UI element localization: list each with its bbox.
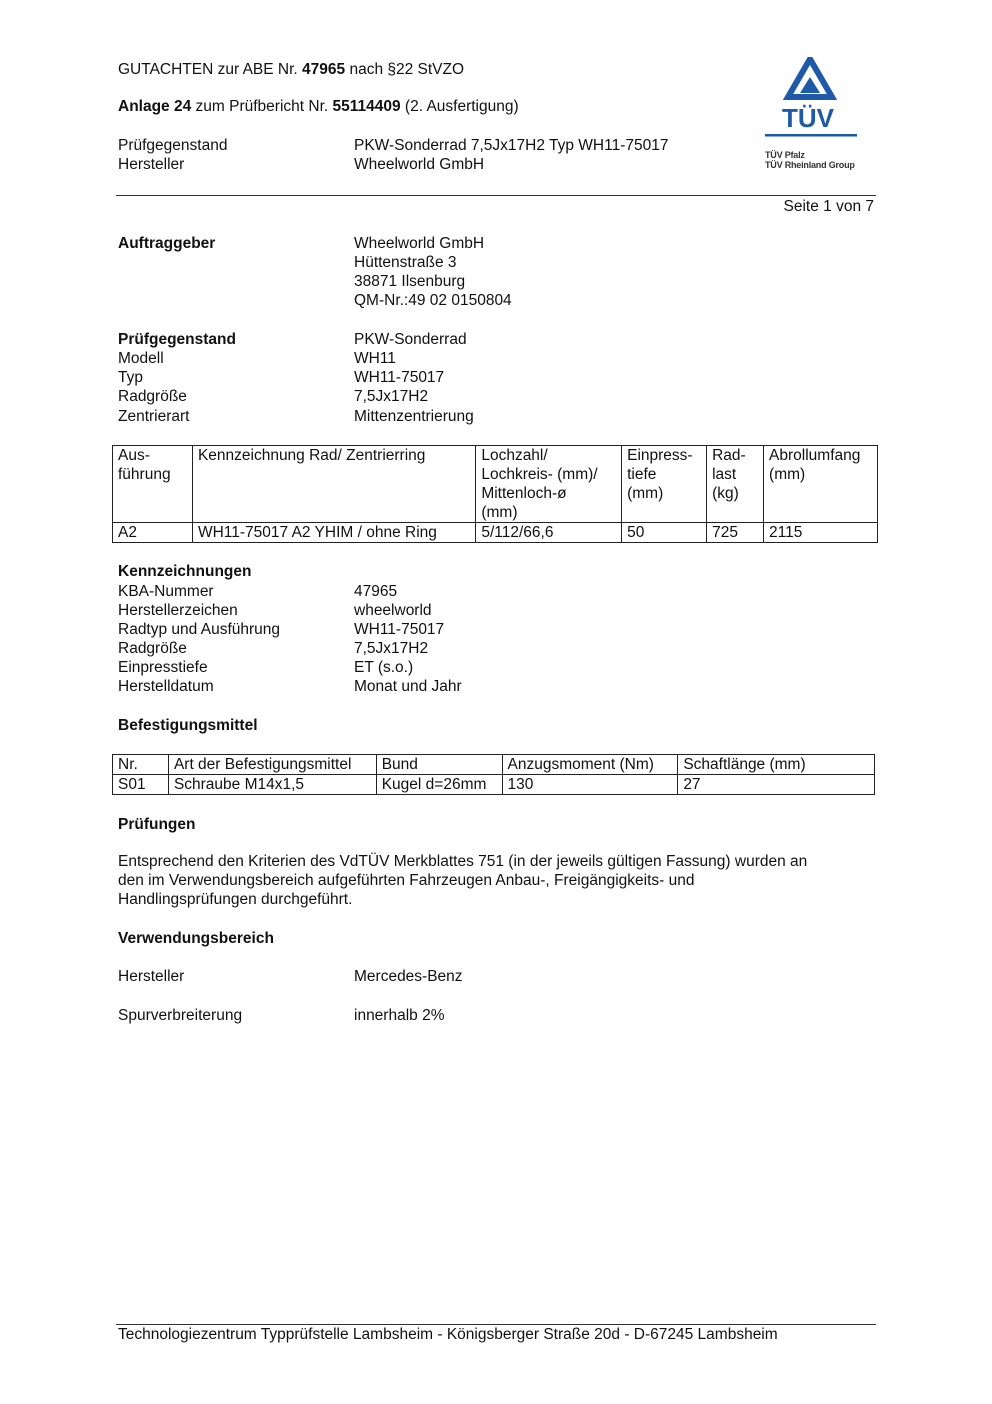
anlage-label: Anlage 24 (118, 98, 192, 115)
auftraggeber-address (354, 234, 878, 310)
herstellerzeichen-value: wheelworld (354, 602, 432, 619)
bef-header-anzugsmoment: Anzugsmoment (Nm) (502, 755, 678, 775)
kba-label: KBA-Nummer (118, 583, 214, 600)
rad-cell-kennzeichnung: WH11-75017 A2 YHIM / ohne Ring (192, 523, 475, 543)
rad-table (112, 445, 878, 543)
bef-cell-schaftlaenge: 27 (678, 775, 875, 795)
verwendung-heading: Verwendungsbereich (118, 930, 274, 947)
radtyp-row (118, 620, 878, 639)
auftraggeber-line: Hüttenstraße 3 (354, 254, 457, 271)
pruefgegenstand-label: Prüfgegenstand (118, 331, 236, 348)
bef-cell-nr: S01 (113, 775, 169, 795)
subtitle-suffix: (2. Ausfertigung) (400, 98, 519, 115)
header-pruefgegenstand-row (118, 136, 758, 155)
bef-header-nr: Nr. (113, 755, 169, 775)
befestigung-table (112, 754, 875, 795)
radgroesse-label: Radgröße (118, 388, 187, 405)
befestigung-heading: Befestigungsmittel (118, 717, 258, 734)
table-row (113, 523, 878, 543)
abe-number: 47965 (302, 61, 346, 78)
rad-cell-lochzahl: 5/112/66,6 (476, 523, 622, 543)
logo-brand-text: TÜV (782, 103, 834, 133)
rad-cell-einpresstiefe: 50 (622, 523, 707, 543)
rad-header-radlast: Rad- last (kg) (707, 446, 764, 523)
radtyp-label: Radtyp und Ausführung (118, 621, 281, 638)
header-divider (116, 195, 876, 196)
spurverbreiterung-value: innerhalb 2% (354, 1007, 445, 1024)
kz-radgroesse-value: 7,5Jx17H2 (354, 640, 429, 657)
rad-cell-ausfuehrung: A2 (113, 523, 193, 543)
logo-sub-line1: TÜV Pfalz (765, 150, 805, 160)
rad-table-header (113, 446, 878, 523)
kennzeichnungen-heading: Kennzeichnungen (118, 563, 252, 580)
table-row (113, 775, 875, 795)
bef-header-schaftlaenge: Schaftlänge (mm) (678, 755, 875, 775)
spurverbreiterung-row (118, 1006, 878, 1025)
spurverbreiterung-label: Spurverbreiterung (118, 1007, 243, 1024)
report-title (118, 60, 464, 79)
auftraggeber-line: 38871 Ilsenburg (354, 273, 466, 290)
title-suffix: nach §22 StVZO (345, 61, 465, 78)
kz-radgroesse-label: Radgröße (118, 640, 187, 657)
header-hersteller-label: Hersteller (118, 156, 185, 173)
rad-header-lochzahl: Lochzahl/ Lochkreis- (mm)/ Mittenloch-ø (mm) (476, 446, 622, 523)
bef-cell-art: Schraube M14x1,5 (168, 775, 376, 795)
radtyp-value: WH11-75017 (354, 621, 445, 638)
subtitle-mid: zum Prüfbericht Nr. (191, 98, 333, 115)
pruefungen-line: den im Verwendungsbereich aufgeführten Fahrzeugen Anbau-, Freigängigkeits- und (118, 872, 695, 889)
einpresstiefe-label: Einpresstiefe (118, 659, 208, 676)
report-subtitle (118, 97, 519, 116)
zentrierart-row (118, 407, 878, 426)
header-pruefgegenstand-label: Prüfgegenstand (118, 137, 228, 154)
herstellerzeichen-label: Herstellerzeichen (118, 602, 238, 619)
rad-header-ausfuehrung: Aus- führung (113, 446, 193, 523)
title-prefix: GUTACHTEN zur ABE Nr. (118, 61, 303, 78)
pruefgegenstand-value: PKW-Sonderrad (354, 331, 467, 348)
verwendung-hersteller-row (118, 967, 878, 986)
modell-value: WH11 (354, 350, 396, 367)
verwendung-hersteller-value: Mercedes-Benz (354, 968, 463, 985)
typ-row (118, 368, 878, 387)
zentrierart-label: Zentrierart (118, 408, 190, 425)
modell-label: Modell (118, 350, 164, 367)
rad-header-kennzeichnung: Kennzeichnung Rad/ Zentrierring (192, 446, 475, 523)
logo-sub-line2: TÜV Rheinland Group (765, 160, 855, 170)
rad-header-abrollumfang: Abrollumfang (mm) (764, 446, 878, 523)
rad-header-einpresstiefe: Einpress- tiefe (mm) (622, 446, 707, 523)
pruefbericht-number: 55114409 (332, 98, 401, 115)
rad-cell-abrollumfang: 2115 (764, 523, 878, 543)
einpresstiefe-row (118, 658, 878, 677)
footer-address: Technologiezentrum Typprüfstelle Lambsheim - Königsberger Straße 20d - D-67245 Lambsheim (118, 1326, 778, 1343)
modell-row (118, 349, 878, 368)
typ-value: WH11-75017 (354, 369, 445, 386)
herstellerzeichen-row (118, 601, 878, 620)
header-pruefgegenstand-value: PKW-Sonderrad 7,5Jx17H2 Typ WH11-75017 (354, 137, 669, 154)
zentrierart-value: Mittenzentrierung (354, 408, 474, 425)
pruefgegenstand-row (118, 330, 878, 349)
auftraggeber-line: QM-Nr.:49 02 0150804 (354, 292, 512, 309)
bef-header-art: Art der Befestigungsmittel (168, 755, 376, 775)
bef-cell-bund: Kugel d=26mm (376, 775, 502, 795)
verwendung-hersteller-label: Hersteller (118, 968, 185, 985)
header-hersteller-value: Wheelworld GmbH (354, 156, 485, 173)
herstelldatum-label: Herstelldatum (118, 678, 214, 695)
kz-radgroesse-row (118, 639, 878, 658)
radgroesse-value: 7,5Jx17H2 (354, 388, 429, 405)
pruefungen-paragraph (118, 852, 888, 909)
rad-cell-radlast: 725 (707, 523, 764, 543)
pruefungen-heading: Prüfungen (118, 816, 196, 833)
pruefungen-line: Entsprechend den Kriterien des VdTÜV Merkblattes 751 (in der jeweils gültigen Fassung) wurden an (118, 853, 808, 870)
bef-header-bund: Bund (376, 755, 502, 775)
typ-label: Typ (118, 369, 143, 386)
auftraggeber-label: Auftraggeber (118, 235, 216, 252)
herstelldatum-row (118, 677, 878, 696)
auftraggeber-line: Wheelworld GmbH (354, 235, 485, 252)
header-hersteller-row (118, 155, 758, 174)
herstelldatum-value: Monat und Jahr (354, 678, 462, 695)
kba-value: 47965 (354, 583, 398, 600)
bef-cell-anzugsmoment: 130 (502, 775, 678, 795)
pruefungen-line: Handlingsprüfungen durchgeführt. (118, 891, 353, 908)
page-number: Seite 1 von 7 (783, 198, 874, 215)
logo-subtitle (765, 150, 855, 170)
auftraggeber-block (118, 234, 878, 310)
einpresstiefe-value: ET (s.o.) (354, 659, 414, 676)
radgroesse-row (118, 387, 878, 406)
kba-row (118, 582, 878, 601)
befestigung-table-header (113, 755, 875, 775)
